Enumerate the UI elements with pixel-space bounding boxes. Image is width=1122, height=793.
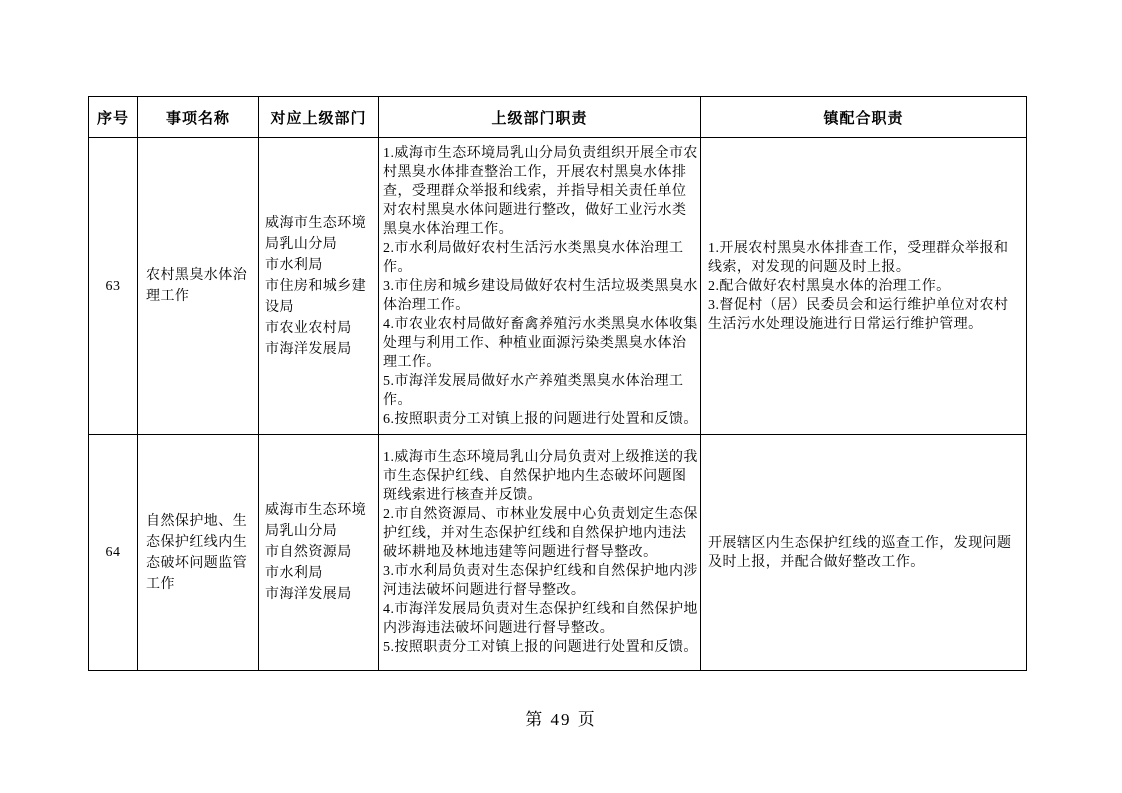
header-row xyxy=(89,97,1027,138)
table-row xyxy=(89,138,1027,435)
superior-duties-cell xyxy=(379,435,701,671)
departments-cell xyxy=(259,435,379,671)
department: 市水利局 xyxy=(265,566,323,581)
department: 威海市生态环境局乳山分局 xyxy=(265,503,367,539)
duty-item: 3.督促村（居）民委员会和运行维护单位对农村生活污水处理设施进行日常运行维护管理。 xyxy=(708,297,1009,332)
department: 市海洋发展局 xyxy=(265,587,352,602)
duty-item: 2.市自然资源局、市林业发展中心负责划定生态保护红线，并对生态保护红线和自然保护地内违法破坏耕地及林地违建等问题进行督导整改。 xyxy=(383,507,698,560)
row-index: 64 xyxy=(89,435,138,671)
town-duties-cell xyxy=(701,138,1027,435)
duty-item: 4.市农业农村局做好畜禽养殖污水类黑臭水体收集处理与利用工作、种植业面源污染类黑臭水体治理工作。 xyxy=(383,316,698,370)
item-name: 农村黑臭水体治理工作 xyxy=(138,138,259,435)
duty-item: 1.开展农村黑臭水体排查工作，受理群众举报和线索，对发现的问题及时上报。 xyxy=(708,240,1009,275)
department: 市自然资源局 xyxy=(265,545,352,560)
duty-item: 3.市水利局负责对生态保护红线和自然保护地内涉河违法破坏问题进行督导整改。 xyxy=(383,564,698,598)
superior-duties-cell xyxy=(379,138,701,435)
department: 市海洋发展局 xyxy=(265,341,352,357)
item-name: 自然保护地、生态保护红线内生态破坏问题监管工作 xyxy=(138,435,259,671)
duty-item: 4.市海洋发展局负责对生态保护红线和自然保护地内涉海违法破坏问题进行督导整改。 xyxy=(383,602,698,636)
duty-item: 1.威海市生态环境局乳山分局负责对上级推送的我市生态保护红线、自然保护地内生态破坏问题图斑线索进行核查并反馈。 xyxy=(383,450,698,503)
duty-item: 5.市海洋发展局做好水产养殖类黑臭水体治理工作。 xyxy=(383,373,684,408)
duty-item: 2.配合做好农村黑臭水体的治理工作。 xyxy=(708,278,951,294)
duty-item: 开展辖区内生态保护红线的巡查工作，发现问题及时上报，并配合做好整改工作。 xyxy=(708,535,1012,570)
town-duties-cell xyxy=(701,435,1027,671)
duty-item: 3.市住房和城乡建设局做好农村生活垃圾类黑臭水体治理工作。 xyxy=(383,278,698,313)
col-header-item-name: 事项名称 xyxy=(138,97,259,138)
department: 市农业农村局 xyxy=(265,320,352,336)
col-header-superior-duties: 上级部门职责 xyxy=(379,97,701,138)
duty-item: 5.按照职责分工对镇上报的问题进行处置和反馈。 xyxy=(383,640,698,655)
department: 威海市生态环境局乳山分局 xyxy=(265,215,367,252)
row-index: 63 xyxy=(89,138,138,435)
duty-item: 1.威海市生态环境局乳山分局负责组织开展全市农村黑臭水体排查整治工作，开展农村黑臭水体排查，受理群众举报和线索，并指导相关责任单位对农村黑臭水体问题进行整改，做好工业污水类黑臭水体治理工作。 xyxy=(383,145,698,237)
duty-item: 2.市水利局做好农村生活污水类黑臭水体治理工作。 xyxy=(383,240,684,275)
col-header-town-duties: 镇配合职责 xyxy=(701,97,1027,138)
department: 市水利局 xyxy=(265,257,323,273)
duty-item: 6.按照职责分工对镇上报的问题进行处置和反馈。 xyxy=(383,411,698,427)
department: 市住房和城乡建设局 xyxy=(265,278,367,315)
departments-cell xyxy=(259,138,379,435)
table-row xyxy=(89,435,1027,671)
duty-table xyxy=(88,96,1027,671)
col-header-departments: 对应上级部门 xyxy=(259,97,379,138)
page-number: 第 49 页 xyxy=(525,710,597,729)
col-header-index: 序号 xyxy=(89,97,138,138)
